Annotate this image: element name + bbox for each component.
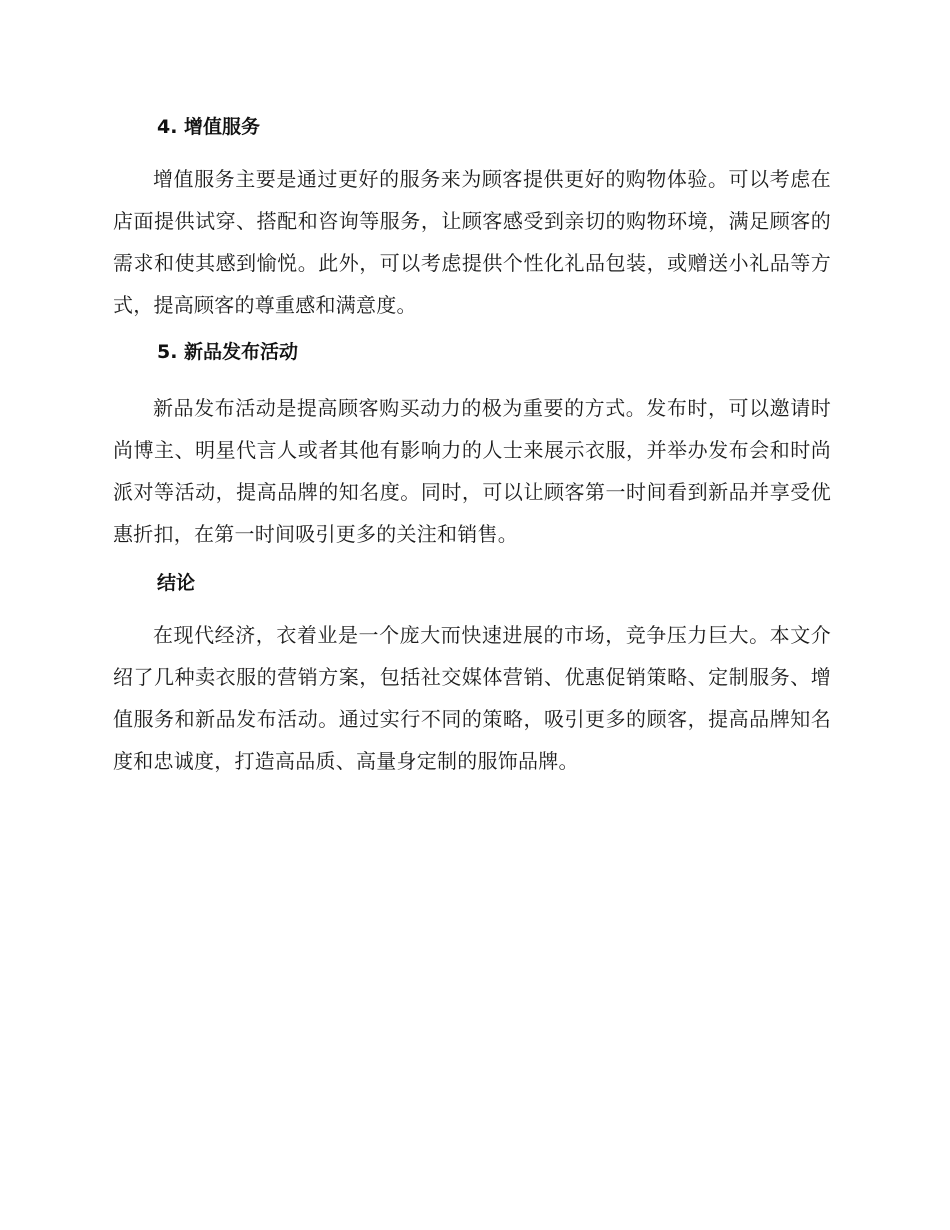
section-paragraph-new-product-launch: 新品发布活动是提高顾客购买动力的极为重要的方式。发布时，可以邀请时尚博主、明星代言人或者其他有影响力的人士来展示衣服，并举办发布会和时尚派对等活动，提高品牌的知名度。同时，可以让顾客第一时间看到新品并享受优惠折扣，在第一时间吸引更多的关注和销售。 [113, 396, 831, 546]
section-paragraph-value-added-services: 增值服务主要是通过更好的服务来为顾客提供更好的购物体验。可以考虑在店面提供试穿、搭配和咨询等服务，让顾客感受到亲切的购物环境，满足顾客的需求和使其感到愉悦。此外，可以考虑提供个性化礼品包装，或赠送小礼品等方式，提高顾客的尊重感和满意度。 [113, 167, 831, 317]
section-heading-value-added-services: 4. 增值服务 [157, 116, 261, 138]
document-body [113, 110, 831, 782]
section-heading-new-product-launch: 5. 新品发布活动 [157, 341, 299, 363]
section-paragraph-conclusion: 在现代经济，衣着业是一个庞大而快速进展的市场，竞争压力巨大。本文介绍了几种卖衣服的营销方案，包括社交媒体营销、优惠促销策略、定制服务、增值服务和新品发布活动。通过实行不同的策略，吸引更多的顾客，提高品牌知名度和忠诚度，打造高品质、高量身定制的服饰品牌。 [113, 623, 831, 773]
section-heading-conclusion: 结论 [157, 572, 196, 594]
